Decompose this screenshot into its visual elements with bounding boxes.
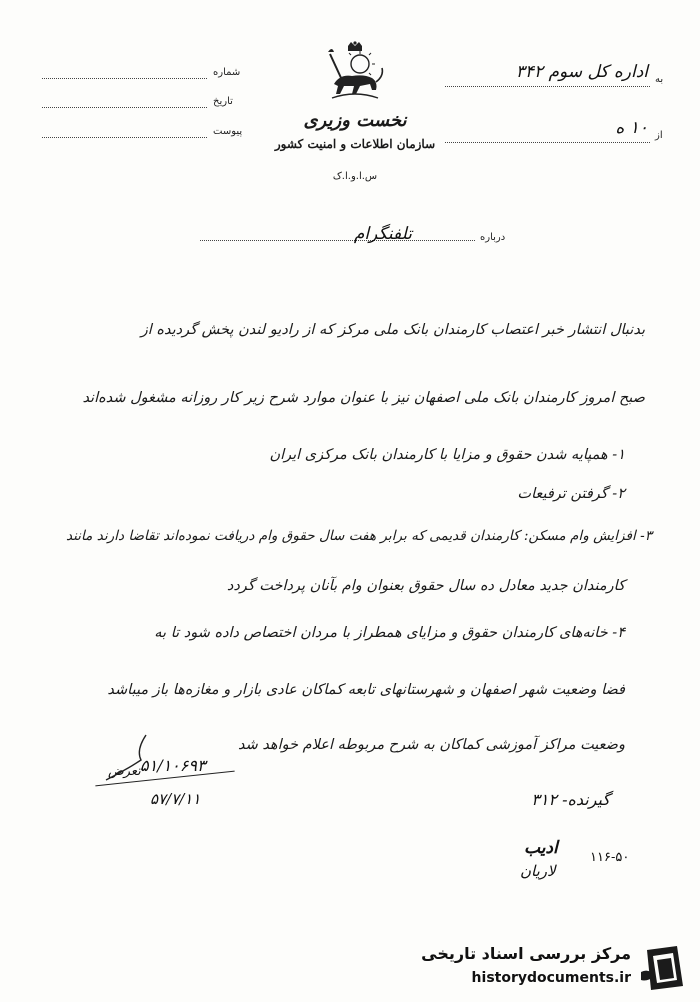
ref-name: ادیب	[524, 838, 558, 858]
body-line-6: کارمندان جدید معادل ده سال حقوق بعنوان وام بآنان پرداخت گردد	[226, 578, 625, 594]
history-documents-logo-icon	[637, 942, 689, 994]
number-line	[42, 78, 207, 79]
subject-line	[200, 240, 475, 241]
signature-flourish-icon	[96, 730, 156, 790]
to-value: اداره کل سوم ۳۴۲	[515, 62, 648, 82]
ref-number: ۱۱۶-۵۰	[590, 850, 630, 865]
date-line	[42, 107, 207, 108]
left-signature: تعرض	[108, 764, 141, 779]
attachment-line	[42, 137, 207, 138]
footer-site: historydocuments.ir	[471, 970, 631, 986]
label-attachment: پیوست	[213, 126, 243, 137]
body-line-4: ۲- گرفتن ترفیعات	[517, 486, 625, 502]
from-label: از	[655, 130, 663, 141]
label-number: شماره	[213, 67, 241, 78]
org-code: س.ا.و.ا.ک	[332, 171, 378, 182]
from-line	[445, 142, 650, 143]
subject-label: درباره	[480, 232, 506, 243]
org-subtitle: سازمان اطلاعات و امنیت کشور	[274, 137, 436, 151]
left-number: ۵۱/۱۰۶۹۳	[140, 756, 206, 775]
footer-center-name: مرکز بررسی اسناد تاریخی	[421, 944, 631, 963]
ref-sign: لاریان	[520, 862, 556, 880]
subject-value: تلفنگرام	[353, 224, 412, 244]
body-line-2: صبح امروز کارمندان بانک ملی اصفهان نیز با عنوان موارد شرح زیر کار روزانه مشغول شده‌اند	[82, 390, 645, 406]
from-value: ۱۰ ه	[615, 118, 648, 138]
lion-and-sun-emblem-icon	[320, 40, 390, 100]
body-line-9: وضعیت مراکز آموزشی کماکان به شرح مربوطه اعلام خواهد شد	[237, 737, 625, 753]
footer-watermark	[395, 940, 695, 996]
org-block	[250, 110, 460, 182]
org-title: نخست وزیری	[303, 110, 407, 131]
body-line-8: فضا وضعیت شهر اصفهان و شهرستانهای تابعه کماکان عادی بازار و مغازه‌ها باز میباشد	[107, 682, 625, 698]
body-line-1: بدنبال انتشار خبر اعتصاب کارمندان بانک ملی مرکز که از رادیو لندن پخش گردیده از	[140, 322, 645, 338]
body-line-7: ۴- خانه‌های کارمندان حقوق و مزایای همطراز با مردان اختصاص داده شود تا به	[154, 625, 625, 641]
to-label: به	[655, 74, 664, 85]
body-line-5: ۳- افزایش وام مسکن: کارمندان قدیمی که برابر هفت سال حقوق وام دریافت نموده‌اند تقاضا دارند مانند	[65, 528, 652, 544]
label-date: تاریخ	[213, 96, 233, 107]
body-line-3: ۱- همپایه شدن حقوق و مزایا با کارمندان بانک مرکزی ایران	[269, 447, 625, 463]
left-date: ۵۷/۷/۱۱	[150, 790, 201, 808]
to-line	[445, 86, 650, 87]
sender: گیرنده- ۳۱۲	[531, 790, 610, 809]
